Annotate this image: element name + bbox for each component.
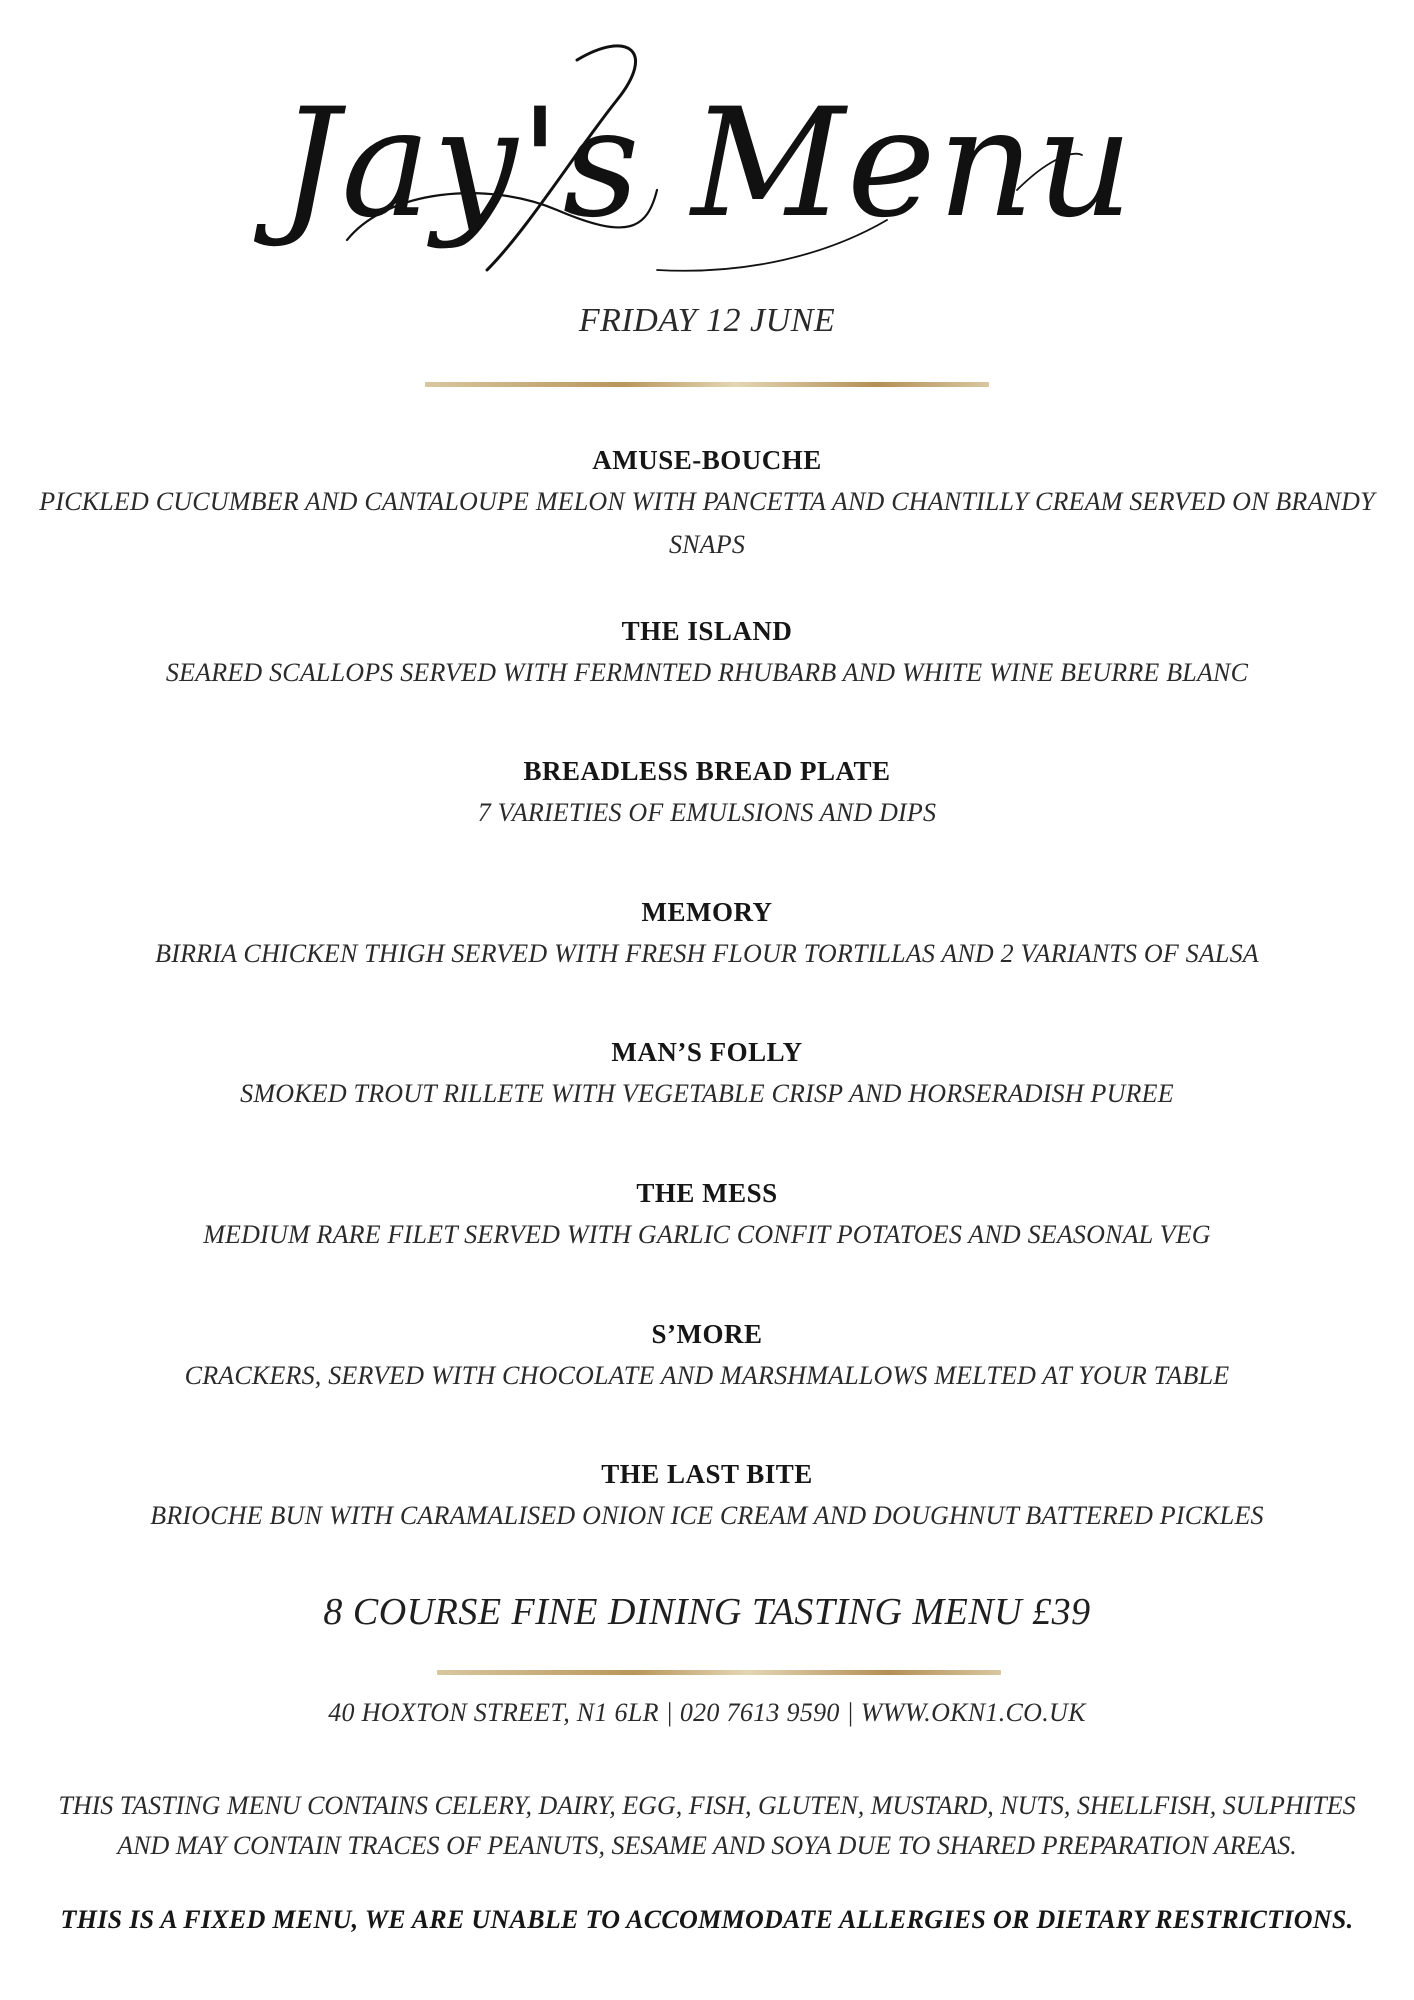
course-item xyxy=(30,1173,1384,1256)
course-name: THE MESS xyxy=(636,1178,778,1208)
course-item xyxy=(30,611,1384,694)
script-title-graphic xyxy=(279,40,1135,300)
course-description: MEDIUM RARE FILET SERVED WITH GARLIC CONFIT POTATOES AND SEASONAL VEG xyxy=(203,1220,1211,1249)
menu-title xyxy=(0,40,1414,300)
menu-title-text: Jay's Menu xyxy=(279,77,1135,251)
course-name: MEMORY xyxy=(641,897,773,927)
course-description: 7 VARIETIES OF EMULSIONS AND DIPS xyxy=(477,798,937,827)
course-item xyxy=(30,751,1384,834)
gold-divider-top xyxy=(425,382,989,387)
allergy-notice: THIS TASTING MENU CONTAINS CELERY, DAIRY, EGG, FISH, GLUTEN, MUSTARD, NUTS, SHELLFISH, SULPHITES AND MAY CONTAIN TRACES OF PEANUTS, SESAME AND SOYA DUE TO SHARED PREPARATION AREAS. xyxy=(58,1791,1356,1860)
tasting-menu-price: 8 COURSE FINE DINING TASTING MENU £39 xyxy=(323,1591,1091,1633)
course-item xyxy=(30,1314,1384,1397)
menu-date: FRIDAY 12 JUNE xyxy=(578,302,836,339)
restaurant-address: 40 HOXTON STREET, N1 6LR | 020 7613 9590 | WWW.OKN1.CO.UK xyxy=(328,1698,1086,1727)
course-name: THE LAST BITE xyxy=(601,1459,813,1489)
course-description: BIRRIA CHICKEN THIGH SERVED WITH FRESH FLOUR TORTILLAS AND 2 VARIANTS OF SALSA xyxy=(155,939,1259,968)
gold-divider-bottom xyxy=(437,1670,1001,1675)
course-name: S’MORE xyxy=(651,1319,763,1349)
course-item xyxy=(30,440,1384,566)
course-name: BREADLESS BREAD PLATE xyxy=(523,756,891,786)
course-name: MAN’S FOLLY xyxy=(611,1037,803,1067)
course-description: SEARED SCALLOPS SERVED WITH FERMNTED RHUBARB AND WHITE WINE BEURRE BLANC xyxy=(165,658,1249,687)
course-name: AMUSE-BOUCHE xyxy=(592,445,822,475)
course-item xyxy=(30,892,1384,975)
fixed-menu-notice: THIS IS A FIXED MENU, WE ARE UNABLE TO ACCOMMODATE ALLERGIES OR DIETARY RESTRICTIONS. xyxy=(60,1905,1354,1934)
course-description: CRACKERS, SERVED WITH CHOCOLATE AND MARSHMALLOWS MELTED AT YOUR TABLE xyxy=(184,1361,1230,1390)
course-item xyxy=(30,1454,1384,1537)
course-description: SMOKED TROUT RILLETE WITH VEGETABLE CRISP AND HORSERADISH PUREE xyxy=(240,1079,1174,1108)
course-name: THE ISLAND xyxy=(621,616,793,646)
course-description: PICKLED CUCUMBER AND CANTALOUPE MELON WITH PANCETTA AND CHANTILLY CREAM SERVED ON BRANDY SNAPS xyxy=(39,487,1375,559)
course-description: BRIOCHE BUN WITH CARAMALISED ONION ICE CREAM AND DOUGHNUT BATTERED PICKLES xyxy=(150,1501,1264,1530)
course-item xyxy=(30,1032,1384,1115)
